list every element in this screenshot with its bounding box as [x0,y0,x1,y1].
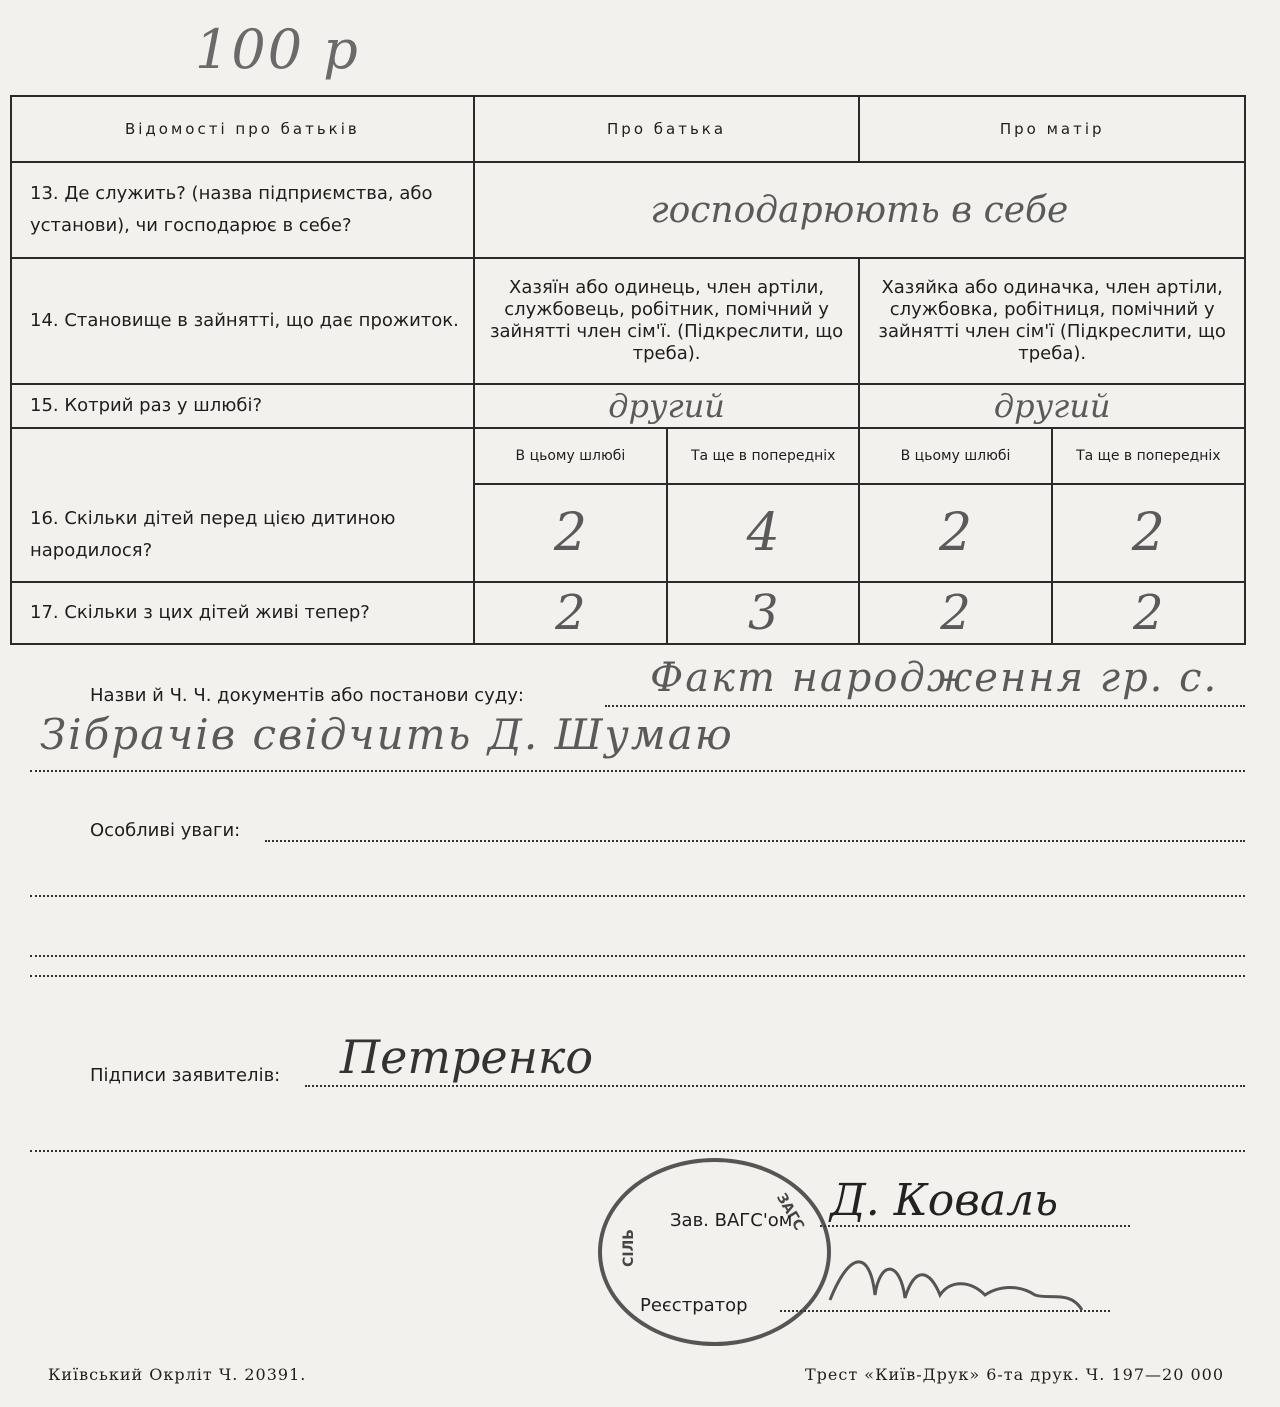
documents-line-1 [605,705,1245,707]
official-stamp: ЗАГС СІЛЬ [598,1158,831,1346]
footer-right: Трест «Київ-Друк» 6-та друк. Ч. 197—20 000 [805,1365,1224,1384]
q16-mother-sub-current: В цьому шлюбі [859,428,1051,484]
q16-label: 16. Скільки дітей перед цією дитиною народилося? [11,428,474,582]
applicants-label: Підписи заявителів: [90,1065,281,1086]
q13-label: 13. Де служить? (назва підприємства, або установи), чи господарює в себе? [11,162,474,258]
q17-father-previous: 3 [667,582,859,644]
parents-info-table [10,95,1246,645]
registrar-signature [820,1240,1090,1330]
remarks-line-4 [30,975,1245,977]
q17-label: 17. Скільки з цих дітей живі тепер? [11,582,474,644]
q13-answer: господарюють в себе [650,189,1069,231]
remarks-line-2 [30,895,1245,897]
registrar-label: Реєстратор [640,1295,748,1316]
documents-handwritten-1: Факт народження гр. с. [650,655,1219,701]
header-info-label: Відомості про батьків [124,120,360,138]
q13-answer-cell [474,162,1245,258]
head-signature: Д. Коваль [830,1175,1059,1226]
documents-handwritten-2: Зібрачів свідчить Д. Шумаю [40,710,734,759]
q16-mother-current: 2 [859,484,1051,582]
q16-father-sub-previous: Та ще в попередніх [667,428,859,484]
q15-mother-answer: другий [993,387,1111,425]
remarks-line-1 [265,840,1245,842]
applicants-line-1 [305,1085,1245,1087]
q15-father-cell [474,384,860,428]
q17-mother-previous: 2 [1052,582,1245,644]
q16-father-previous: 4 [667,484,859,582]
pencil-note: 100 р [195,18,360,81]
remarks-line-3 [30,955,1245,957]
q15-mother-cell [859,384,1245,428]
applicant-signature: Петренко [340,1030,594,1084]
applicants-line-2 [30,1150,1245,1152]
q15-father-answer: другий [608,387,725,425]
header-father-label: Про батька [607,120,727,138]
q16-mother-previous: 2 [1052,484,1245,582]
header-father [474,96,860,162]
q14-mother-options: Хазяйка або одиначка, член артіли, службовка, робітниця, помічний у зайнятті член сім'ї (Підкреслити, що треба). [859,258,1245,384]
q14-label: 14. Становище в зайнятті, що дає прожиток. [11,258,474,384]
header-mother-label: Про матір [999,120,1105,138]
head-label: Зав. ВАГС'ом [670,1210,793,1231]
documents-label: Назви й Ч. Ч. документів або постанови суду: [90,685,524,706]
remarks-label: Особливі уваги: [90,820,241,841]
q16-father-sub-current: В цьому шлюбі [474,428,667,484]
q17-mother-current: 2 [859,582,1051,644]
header-mother [859,96,1245,162]
q16-father-current: 2 [474,484,667,582]
q17-father-current: 2 [474,582,667,644]
q16-mother-sub-previous: Та ще в попередніх [1052,428,1245,484]
q15-label: 15. Котрий раз у шлюбі? [11,384,474,428]
q14-father-options: Хазяїн або одинець, член артіли, службовець, робітник, помічний у зайнятті член сім'ї. (Підкреслити, що треба). [474,258,860,384]
documents-line-2 [30,770,1245,772]
header-info [11,96,474,162]
footer-left: Київський Окрліт Ч. 20391. [48,1365,307,1384]
